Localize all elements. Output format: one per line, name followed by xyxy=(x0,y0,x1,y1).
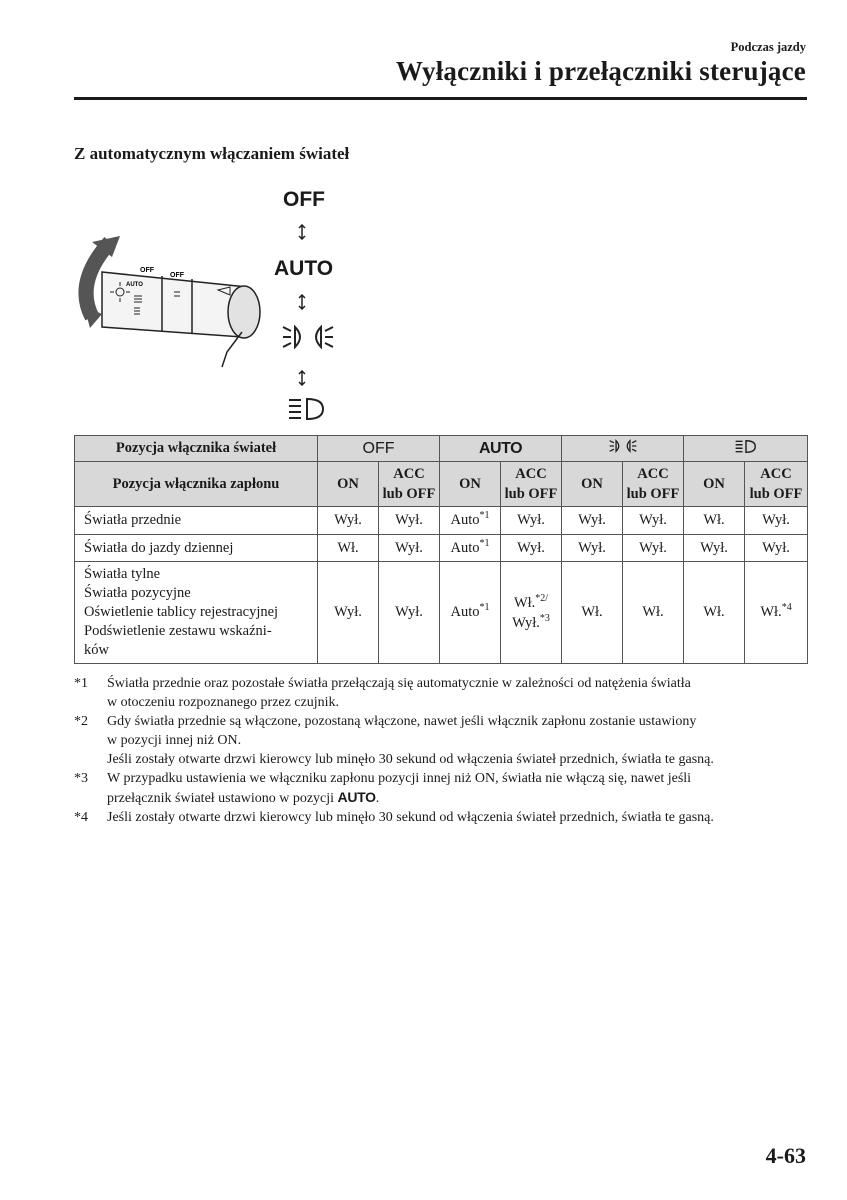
switch-parking-header xyxy=(562,436,684,462)
headlights-icon xyxy=(287,396,327,422)
section-label: Podczas jazdy xyxy=(730,40,806,54)
footnote: *3 W przypadku ustawienia we włączniku zapłonu pozycji innej niż ON, światła nie włączą się, nawet jeśli przełącznik świateł ustawiono w pozycji AUTO. xyxy=(74,771,692,806)
ignition-on-header: ON xyxy=(562,462,623,507)
auto-position-inline: AUTO xyxy=(337,789,376,805)
table-cell: Wł. xyxy=(562,562,623,664)
table-cell: Wył. xyxy=(623,507,684,535)
off-position-label: OFF xyxy=(283,188,325,211)
footnote: *1 Światła przednie oraz pozostałe światła przełączają się automatycznie w zależności od natężenia światła w otoczeniu rozpoznanego przez czujnik. xyxy=(74,676,691,710)
footnote-mark: *3 xyxy=(74,771,88,786)
ignition-acc-header: ACC lub OFF xyxy=(623,462,684,507)
table-cell: Wył. xyxy=(745,507,808,535)
table-cell: Wł. xyxy=(318,535,379,562)
switch-position-header: Pozycja włącznika świateł xyxy=(75,436,318,462)
stalk-off-label: OFF xyxy=(140,267,154,274)
footnotes xyxy=(74,674,807,827)
table-cell: Auto$^{*1}$ xyxy=(440,535,501,562)
ignition-on-header: ON xyxy=(684,462,745,507)
subheading: Z automatycznym włączaniem świateł xyxy=(74,144,350,163)
table-cell: Wył. xyxy=(684,535,745,562)
headlights-icon xyxy=(734,439,758,454)
row-label: Światła do jazdy dziennej xyxy=(75,535,318,562)
table-cell: Wył. xyxy=(318,507,379,535)
auto-position-label: AUTO xyxy=(274,257,334,280)
lights-table xyxy=(74,435,808,664)
footnote: *4 Jeśli zostały otwarte drzwi kierowcy lub minęło 30 sekund od włączenia świateł przednich, światła te gasną. xyxy=(74,810,714,825)
table-header-row-switch xyxy=(75,436,808,462)
dimmer-switch-stalk-icon xyxy=(62,232,272,372)
stalk-off-label-2: OFF xyxy=(170,272,184,279)
table-cell: Auto$^{*1}$ xyxy=(440,507,501,535)
footnote-mark: *2 xyxy=(74,714,88,729)
table-cell: Wył. xyxy=(379,535,440,562)
table-cell: Wył. xyxy=(501,507,562,535)
ignition-acc-header: ACC lub OFF xyxy=(745,462,808,507)
parking-lights-icon xyxy=(606,438,640,454)
row-label: Światła przednie xyxy=(75,507,318,535)
table-cell: Wł. xyxy=(623,562,684,664)
footnote: *2 Gdy światła przednie są włączone, pozostaną włączone, nawet jeśli włącznik zapłonu zostanie ustawiony w pozycji innej niż ON. Jeśli zostały otwarte drzwi kierowcy lub minęło 30 sekund od włączenia świateł przednich, światła te gasną. xyxy=(74,714,714,767)
switch-auto-header: AUTO xyxy=(440,436,562,462)
table-cell: Wył. xyxy=(379,562,440,664)
table-cell: Wył. xyxy=(623,535,684,562)
up-down-arrow-icon xyxy=(294,370,310,386)
table-cell: Auto$^{*1}$ xyxy=(440,562,501,664)
up-down-arrow-icon xyxy=(294,294,310,310)
table-cell: Wył. xyxy=(562,535,623,562)
switch-headlights-header xyxy=(684,436,808,462)
ignition-on-header: ON xyxy=(440,462,501,507)
table-cell: Wył. xyxy=(379,507,440,535)
table-cell: Wł. xyxy=(684,562,745,664)
footnote-mark: *4 xyxy=(74,810,88,825)
table-cell: Wył. xyxy=(745,535,808,562)
table-row xyxy=(75,535,808,562)
table-cell: Wył. xyxy=(562,507,623,535)
page-number: 4-63 xyxy=(765,1143,806,1168)
up-down-arrow-icon xyxy=(294,224,310,240)
table-row xyxy=(75,507,808,535)
switch-off-header: OFF xyxy=(318,436,440,462)
table-header-row-ignition xyxy=(75,462,808,507)
row-label: Światła tylne Światła pozycyjne Oświetlenie tablicy rejestracyjnej Podświetlenie zestawu wskaźni- ków xyxy=(75,562,318,664)
table-cell: Wł.$^{*2/}$ Wył.$^{*3}$ xyxy=(501,562,562,664)
stalk-auto-label: AUTO xyxy=(126,282,143,288)
ignition-acc-header: ACC lub OFF xyxy=(501,462,562,507)
table-cell: Wł.$^{*4}$ xyxy=(745,562,808,664)
page-title: Wyłączniki i przełączniki sterujące xyxy=(395,56,806,86)
table-cell: Wył. xyxy=(501,535,562,562)
title-divider xyxy=(74,97,807,100)
parking-lights-icon xyxy=(281,322,335,352)
ignition-position-header: Pozycja włącznika zapłonu xyxy=(75,462,318,507)
table-cell: Wył. xyxy=(318,562,379,664)
table-cell: Wł. xyxy=(684,507,745,535)
footnote-mark: *1 xyxy=(74,676,88,691)
table-row xyxy=(75,562,808,664)
ignition-on-header: ON xyxy=(318,462,379,507)
ignition-acc-header: ACC lub OFF xyxy=(379,462,440,507)
